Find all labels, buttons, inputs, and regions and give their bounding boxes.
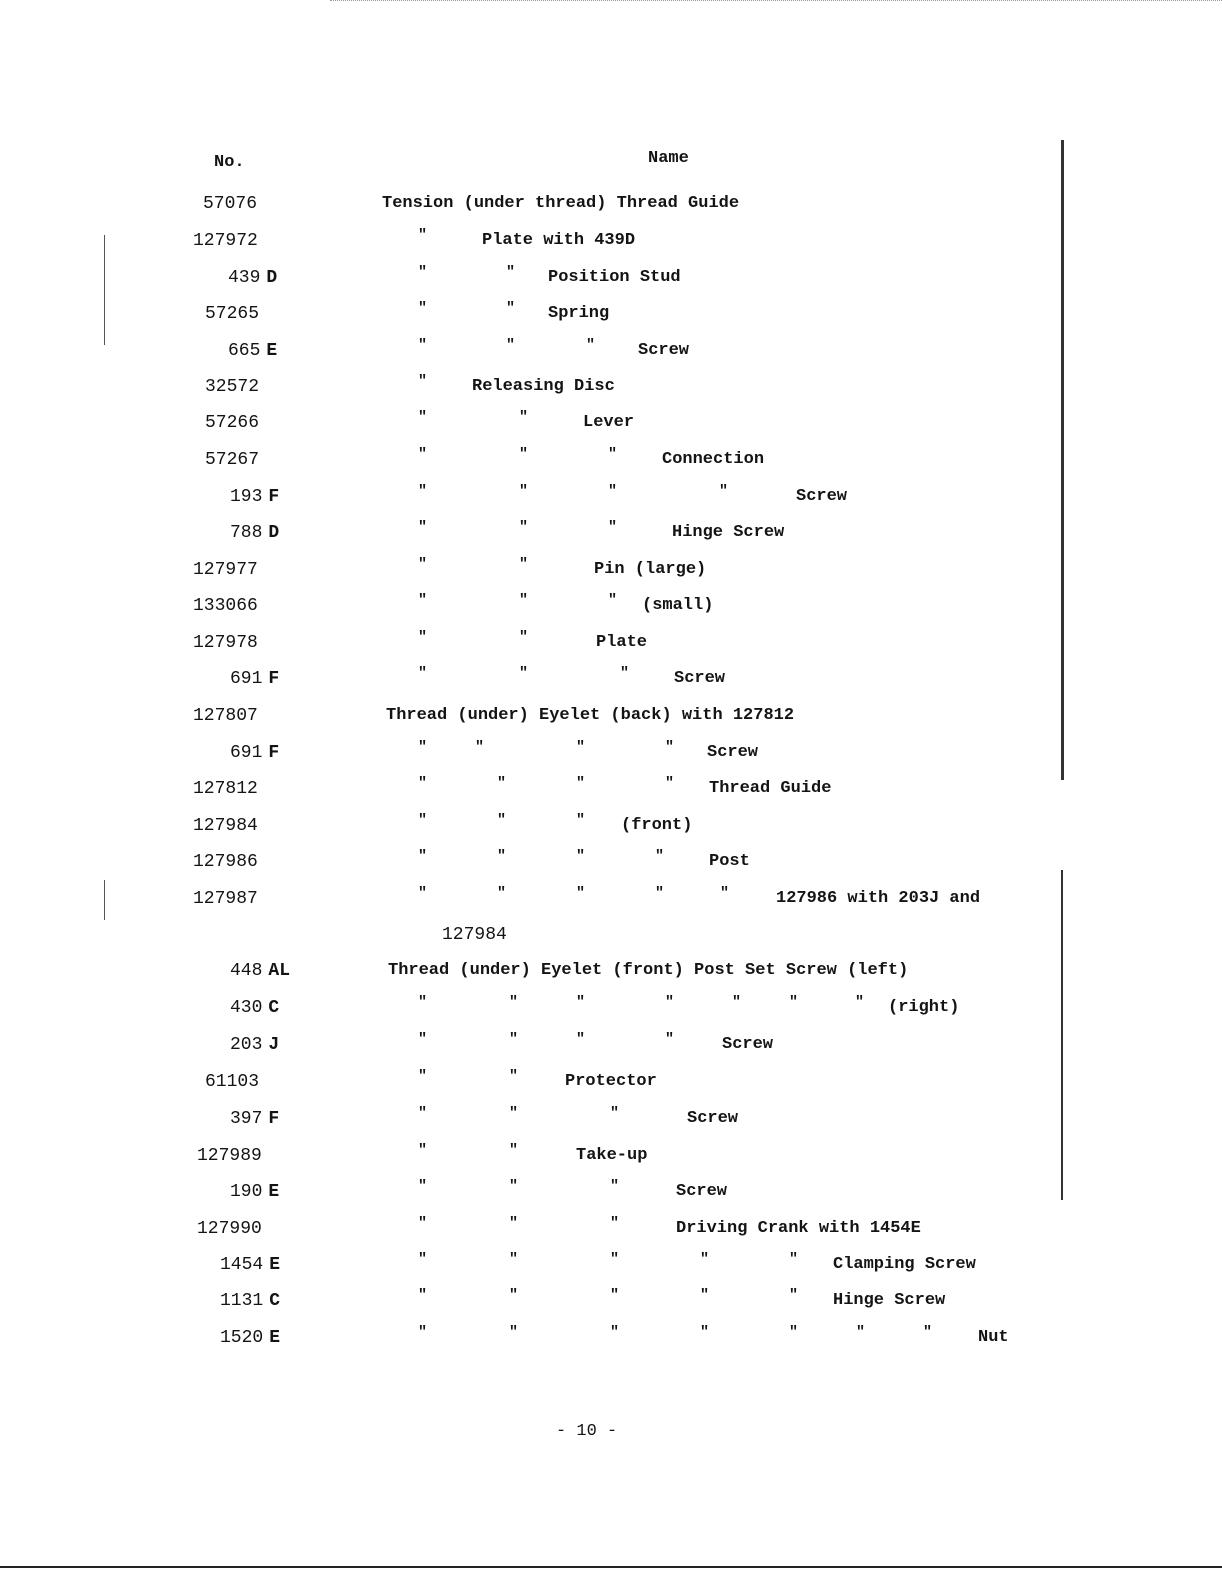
ditto-mark: " — [700, 1324, 710, 1341]
ditto-mark: " — [506, 264, 516, 281]
ditto-mark: " — [418, 629, 428, 646]
part-name: Clamping Screw — [833, 1255, 976, 1274]
part-name: Thread (under) Eyelet (front) Post Set Screw (left) — [388, 961, 909, 980]
ditto-mark: " — [610, 1178, 620, 1195]
part-number — [228, 340, 277, 362]
part-number-suffix: E — [268, 1182, 280, 1202]
right-margin-bar — [1061, 140, 1064, 780]
part-number — [220, 1254, 280, 1276]
part-number-digits: 133066 — [193, 596, 258, 616]
part-number — [197, 1218, 262, 1240]
ditto-mark: " — [665, 739, 675, 756]
part-name: (front) — [621, 816, 693, 835]
ditto-mark: " — [418, 446, 428, 463]
part-name: Screw — [674, 669, 726, 688]
part-number-suffix: F — [268, 487, 280, 507]
ditto-mark: " — [418, 1215, 428, 1232]
part-number-digits: 32572 — [205, 377, 260, 397]
part-number-digits: 57076 — [203, 194, 258, 214]
part-name: (right) — [888, 998, 960, 1017]
ditto-mark: " — [418, 665, 428, 682]
part-number — [230, 486, 279, 508]
part-name: Connection — [662, 450, 765, 469]
part-number-digits: 1520 — [220, 1328, 264, 1348]
ditto-mark: " — [732, 994, 742, 1011]
part-number-digits: 439 — [228, 268, 261, 288]
part-number — [193, 230, 258, 252]
part-number-digits: 430 — [230, 998, 263, 1018]
part-number-digits: 57267 — [205, 450, 260, 470]
part-number — [193, 595, 258, 617]
ditto-mark: " — [700, 1251, 710, 1268]
part-name: Thread Guide — [709, 779, 832, 798]
ditto-mark: " — [418, 739, 428, 756]
part-name: Position Stud — [548, 268, 681, 287]
ditto-mark: " — [719, 483, 729, 500]
part-number — [193, 851, 258, 873]
part-number — [220, 1327, 280, 1349]
part-name: Protector — [565, 1072, 657, 1091]
ditto-mark: " — [418, 409, 428, 426]
ditto-mark: " — [620, 665, 630, 682]
ditto-mark: " — [665, 775, 675, 792]
part-number — [203, 193, 257, 215]
ditto-mark: " — [418, 556, 428, 573]
part-number-digits: 127972 — [193, 231, 258, 251]
ditto-mark: " — [789, 1324, 799, 1341]
ditto-mark: " — [608, 592, 618, 609]
part-name: Plate with 439D — [482, 231, 636, 250]
part-name-continuation: 127984 — [442, 925, 507, 945]
ditto-mark: " — [497, 775, 507, 792]
ditto-mark: " — [418, 264, 428, 281]
ditto-mark: " — [506, 337, 516, 354]
part-number — [228, 267, 277, 289]
right-margin-bar-lower — [1061, 870, 1063, 1200]
ditto-mark: " — [665, 1031, 675, 1048]
part-number-digits: 1131 — [220, 1291, 264, 1311]
ditto-mark: " — [608, 519, 618, 536]
part-number — [230, 997, 279, 1019]
part-number-suffix: D — [268, 523, 280, 543]
ditto-mark: " — [576, 885, 586, 902]
ditto-mark: " — [856, 1324, 866, 1341]
part-number — [220, 1290, 280, 1312]
part-name: Pin (large) — [594, 560, 707, 579]
ditto-mark: " — [789, 1251, 799, 1268]
ditto-mark: " — [509, 1068, 519, 1085]
ditto-mark: " — [576, 775, 586, 792]
part-number-digits: 127986 — [193, 852, 258, 872]
part-number-suffix: D — [266, 268, 278, 288]
ditto-mark: " — [665, 994, 675, 1011]
part-name: (small) — [642, 596, 714, 615]
ditto-mark: " — [475, 739, 485, 756]
ditto-mark: " — [610, 1251, 620, 1268]
ditto-mark: " — [509, 1324, 519, 1341]
ditto-mark: " — [418, 1287, 428, 1304]
ditto-mark: " — [610, 1287, 620, 1304]
part-number-suffix: J — [268, 1035, 280, 1055]
ditto-mark: " — [519, 519, 529, 536]
part-number — [197, 1145, 262, 1167]
ditto-mark: " — [608, 446, 618, 463]
part-number — [230, 1034, 279, 1056]
ditto-mark: " — [519, 556, 529, 573]
part-number-digits: 61103 — [205, 1072, 260, 1092]
ditto-mark: " — [509, 1287, 519, 1304]
ditto-mark: " — [519, 409, 529, 426]
ditto-mark: " — [519, 483, 529, 500]
ditto-mark: " — [509, 1178, 519, 1195]
ditto-mark: " — [418, 812, 428, 829]
part-name: Screw — [676, 1182, 728, 1201]
ditto-mark: " — [610, 1105, 620, 1122]
part-number-suffix: E — [269, 1328, 281, 1348]
part-number-digits: 448 — [230, 961, 263, 981]
ditto-mark: " — [509, 994, 519, 1011]
ditto-mark: " — [509, 1031, 519, 1048]
ditto-mark: " — [789, 994, 799, 1011]
ditto-mark: " — [509, 1142, 519, 1159]
ditto-mark: " — [720, 885, 730, 902]
ditto-mark: " — [576, 739, 586, 756]
ditto-mark: " — [418, 373, 428, 390]
ditto-mark: " — [923, 1324, 933, 1341]
ditto-mark: " — [855, 994, 865, 1011]
ditto-mark: " — [418, 1068, 428, 1085]
ditto-mark: " — [418, 227, 428, 244]
part-name: Plate — [596, 633, 648, 652]
part-number — [205, 449, 259, 471]
part-name: Tension (under thread) Thread Guide — [382, 194, 740, 213]
ditto-mark: " — [418, 483, 428, 500]
ditto-mark: " — [418, 1251, 428, 1268]
part-name: Lever — [583, 413, 635, 432]
part-number — [205, 303, 259, 325]
ditto-mark: " — [576, 994, 586, 1011]
part-number — [230, 960, 290, 982]
part-number-digits: 127987 — [193, 889, 258, 909]
ditto-mark: " — [610, 1215, 620, 1232]
part-name: Hinge Screw — [833, 1291, 946, 1310]
part-number — [230, 1181, 279, 1203]
ditto-mark: " — [506, 300, 516, 317]
ditto-mark: " — [418, 1324, 428, 1341]
part-name: Take-up — [576, 1146, 648, 1165]
ditto-mark: " — [418, 337, 428, 354]
part-number — [193, 559, 258, 581]
part-number-digits: 691 — [230, 669, 263, 689]
ditto-mark: " — [418, 1031, 428, 1048]
part-number-digits: 193 — [230, 487, 263, 507]
part-number — [230, 742, 279, 764]
part-number — [205, 376, 259, 398]
ditto-mark: " — [497, 848, 507, 865]
ditto-mark: " — [608, 483, 618, 500]
part-name: Post — [709, 852, 750, 871]
ditto-mark: " — [519, 592, 529, 609]
part-number-digits: 397 — [230, 1109, 263, 1129]
part-number-digits: 691 — [230, 743, 263, 763]
part-number-suffix: AL — [268, 961, 291, 981]
part-number-digits: 190 — [230, 1182, 263, 1202]
part-number — [205, 412, 259, 434]
ditto-mark: " — [418, 1105, 428, 1122]
ditto-mark: " — [418, 519, 428, 536]
left-margin-mark — [104, 235, 105, 345]
part-number-digits: 665 — [228, 341, 261, 361]
part-name: Screw — [796, 487, 848, 506]
part-number-digits: 127989 — [197, 1146, 262, 1166]
ditto-mark: " — [418, 885, 428, 902]
part-name: Spring — [548, 304, 610, 323]
ditto-mark: " — [509, 1105, 519, 1122]
part-number — [193, 888, 258, 910]
ditto-mark: " — [418, 592, 428, 609]
ditto-mark: " — [700, 1287, 710, 1304]
ditto-mark: " — [497, 885, 507, 902]
part-number-digits: 203 — [230, 1035, 263, 1055]
ditto-mark: " — [418, 775, 428, 792]
part-number-suffix: C — [269, 1291, 281, 1311]
part-number-digits: 127984 — [193, 816, 258, 836]
part-number-suffix: F — [268, 743, 280, 763]
part-number-digits: 127990 — [197, 1219, 262, 1239]
part-number — [205, 1071, 259, 1093]
part-number-digits: 788 — [230, 523, 263, 543]
part-number-digits: 127807 — [193, 706, 258, 726]
ditto-mark: " — [418, 1178, 428, 1195]
bottom-edge-line — [0, 1566, 1222, 1568]
left-margin-mark-lower — [104, 880, 105, 920]
ditto-mark: " — [418, 848, 428, 865]
part-number-suffix: F — [268, 669, 280, 689]
part-number-digits: 127812 — [193, 779, 258, 799]
part-number-digits: 57265 — [205, 304, 260, 324]
ditto-mark: " — [789, 1287, 799, 1304]
ditto-mark: " — [655, 848, 665, 865]
part-name: 127986 with 203J and — [776, 889, 981, 908]
ditto-mark: " — [418, 1142, 428, 1159]
part-name: Nut — [978, 1328, 1009, 1347]
part-name: Screw — [687, 1109, 739, 1128]
part-number-digits: 57266 — [205, 413, 260, 433]
top-edge-line — [330, 0, 1222, 2]
ditto-mark: " — [509, 1251, 519, 1268]
ditto-mark: " — [576, 812, 586, 829]
ditto-mark: " — [655, 885, 665, 902]
part-name: Hinge Screw — [672, 523, 785, 542]
part-name: Thread (under) Eyelet (back) with 127812 — [386, 706, 795, 725]
part-number — [193, 632, 258, 654]
part-number-suffix: E — [266, 341, 278, 361]
part-name: Screw — [707, 743, 759, 762]
part-number-suffix: E — [269, 1255, 281, 1275]
page-number: - 10 - — [556, 1422, 618, 1441]
part-number — [230, 522, 279, 544]
part-number-suffix: F — [268, 1109, 280, 1129]
part-name: Screw — [722, 1035, 774, 1054]
ditto-mark: " — [576, 1031, 586, 1048]
part-name: Screw — [638, 341, 690, 360]
part-number-digits: 127978 — [193, 633, 258, 653]
part-number — [193, 815, 258, 837]
ditto-mark: " — [509, 1215, 519, 1232]
part-number-suffix: C — [268, 998, 280, 1018]
ditto-mark: " — [519, 446, 529, 463]
ditto-mark: " — [519, 629, 529, 646]
part-number — [230, 668, 279, 690]
part-number-digits: 127977 — [193, 560, 258, 580]
ditto-mark: " — [586, 337, 596, 354]
ditto-mark: " — [576, 848, 586, 865]
ditto-mark: " — [497, 812, 507, 829]
part-name: Driving Crank with 1454E — [676, 1219, 921, 1238]
column-header-no: No. — [214, 153, 245, 172]
part-number-digits: 1454 — [220, 1255, 264, 1275]
ditto-mark: " — [610, 1324, 620, 1341]
part-name: Releasing Disc — [472, 377, 615, 396]
part-number — [230, 1108, 279, 1130]
column-header-name: Name — [648, 149, 689, 168]
ditto-mark: " — [519, 665, 529, 682]
ditto-mark: " — [418, 994, 428, 1011]
part-number — [193, 705, 258, 727]
ditto-mark: " — [418, 300, 428, 317]
part-number — [193, 778, 258, 800]
